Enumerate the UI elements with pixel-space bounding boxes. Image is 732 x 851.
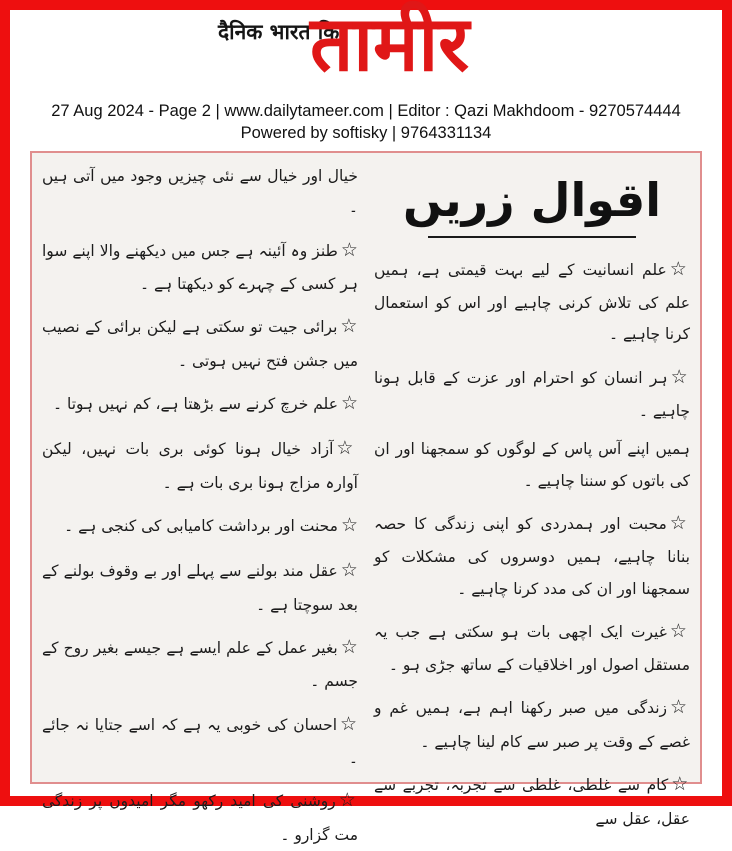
quote-paragraph bbox=[374, 358, 690, 428]
quote-paragraph bbox=[42, 506, 358, 544]
quote-text: آزاد خیال ہونا کوئی بری بات نہیں، لیکن آوارہ مزاج ہونا بری بات ہے ۔ bbox=[42, 440, 358, 492]
newspaper-clipping bbox=[30, 151, 702, 844]
quote-star-icon: ☆ bbox=[671, 773, 690, 796]
quote-text: احسان کی خوبی یہ ہے کہ اسے جتایا نہ جائے ۔ bbox=[42, 715, 358, 768]
quote-star-icon: ☆ bbox=[669, 511, 690, 534]
quote-paragraph bbox=[374, 250, 690, 351]
quote-paragraph bbox=[374, 688, 690, 758]
masthead-title: तामीर bbox=[310, 0, 470, 88]
quote-paragraph bbox=[374, 765, 690, 835]
quote-text: ہر انسان کو احترام اور عزت کے قابل ہونا چاہیے ۔ bbox=[374, 368, 690, 420]
quote-text: خیال اور خیال سے نئی چیزیں وجود میں آتی ہیں ۔ bbox=[42, 167, 358, 217]
quote-text: برائی جیت تو سکتی ہے لیکن برائی کے نصیب میں جشن فتح نہیں ہوتی ۔ bbox=[42, 318, 358, 370]
quote-paragraph bbox=[42, 628, 358, 698]
quote-text: زندگی میں صبر رکھنا اہم ہے، ہمیں غم و غصے کے وقت پر صبر سے کام لینا چاہیے ۔ bbox=[374, 699, 690, 751]
section-title-underline bbox=[428, 236, 637, 238]
quote-text: علم انسانیت کے لیے بہت قیمتی ہے، ہمیں علم کی تلاش کرنی چاہیے اور اس کو استعمال کرنا چاہیے ۔ bbox=[374, 260, 690, 344]
masthead bbox=[10, 0, 722, 98]
quote-paragraph bbox=[374, 504, 690, 605]
quote-text: بغیر عمل کے علم ایسے ہے جیسے بغیر روح کے جسم ۔ bbox=[42, 639, 358, 691]
quote-star-icon: ☆ bbox=[340, 315, 358, 338]
quote-paragraph bbox=[42, 231, 358, 301]
quote-star-icon: ☆ bbox=[340, 712, 358, 735]
quote-star-icon: ☆ bbox=[340, 513, 358, 536]
quote-star-icon: ☆ bbox=[670, 696, 690, 719]
quote-text: کام سے غلطی، غلطی سے تجربہ، تجربے سے عقل، عقل سے bbox=[374, 776, 690, 828]
quote-text: غیرت ایک اچھی بات ہو سکتی ہے جب یہ مستقل اصول اور اخلاقیات کے ساتھ جڑی ہو ۔ bbox=[374, 622, 690, 675]
quote-text: روشنی کی امید رکھو مگر امیدوں پر زندگی مت گزارو ۔ bbox=[42, 792, 358, 844]
info-bar bbox=[10, 98, 722, 144]
section-title: اقوال زریں bbox=[402, 173, 662, 227]
right-column-quotes bbox=[374, 250, 690, 835]
quote-star-icon: ☆ bbox=[340, 391, 358, 414]
quote-text: علم خرچ کرنے سے بڑھتا ہے، کم نہیں ہوتا ۔ bbox=[52, 394, 338, 413]
quote-paragraph bbox=[42, 161, 358, 224]
left-column bbox=[42, 161, 358, 844]
quote-paragraph bbox=[374, 434, 690, 497]
quote-paragraph bbox=[42, 307, 358, 377]
quote-paragraph bbox=[42, 384, 358, 422]
quote-paragraph bbox=[42, 781, 358, 851]
quote-star-icon: ☆ bbox=[669, 619, 690, 642]
quote-star-icon: ☆ bbox=[340, 559, 358, 582]
quote-star-icon: ☆ bbox=[340, 238, 358, 261]
quote-star-icon: ☆ bbox=[336, 437, 358, 460]
quote-star-icon: ☆ bbox=[340, 636, 358, 659]
masthead-tagline: दैनिक भारत कि bbox=[218, 20, 340, 44]
quote-star-icon: ☆ bbox=[669, 257, 690, 280]
quote-paragraph bbox=[42, 429, 358, 499]
quote-text: عقل مند بولنے سے پہلے اور بے وقوف بولنے کے بعد سوچتا ہے ۔ bbox=[42, 562, 358, 614]
quote-text: طنز وہ آئینہ ہے جس میں دیکھنے والا اپنے سوا ہر کسی کے چہرے کو دیکھتا ہے ۔ bbox=[42, 241, 358, 293]
info-line-powered-by: Powered by softisky | 9764331134 bbox=[240, 124, 492, 142]
quote-star-icon: ☆ bbox=[338, 789, 358, 812]
quote-text: محبت اور ہمدردی کو اپنی زندگی کا حصہ بنانا چاہیے، ہمیں دوسروں کی مشکلات کو سمجھنا اور ان کی مدد کرنا چاہیے ۔ bbox=[374, 514, 690, 598]
quote-text: ہمیں اپنے آس پاس کے لوگوں کو سمجھنا اور ان کی باتوں کو سننا چاہیے ۔ bbox=[374, 440, 690, 490]
right-column bbox=[374, 161, 691, 828]
info-line-date-editor: 27 Aug 2024 - Page 2 | www.dailytameer.com | Editor : Qazi Makhdoom - 9270574444 bbox=[51, 102, 681, 120]
quote-paragraph bbox=[42, 551, 358, 621]
left-column-quotes bbox=[42, 161, 358, 851]
quote-text: محنت اور برداشت کامیابی کی کنجی ہے ۔ bbox=[64, 516, 338, 535]
quote-paragraph bbox=[42, 705, 358, 775]
clipping-columns bbox=[42, 161, 691, 844]
quote-paragraph bbox=[374, 612, 690, 682]
quote-star-icon: ☆ bbox=[670, 365, 691, 388]
